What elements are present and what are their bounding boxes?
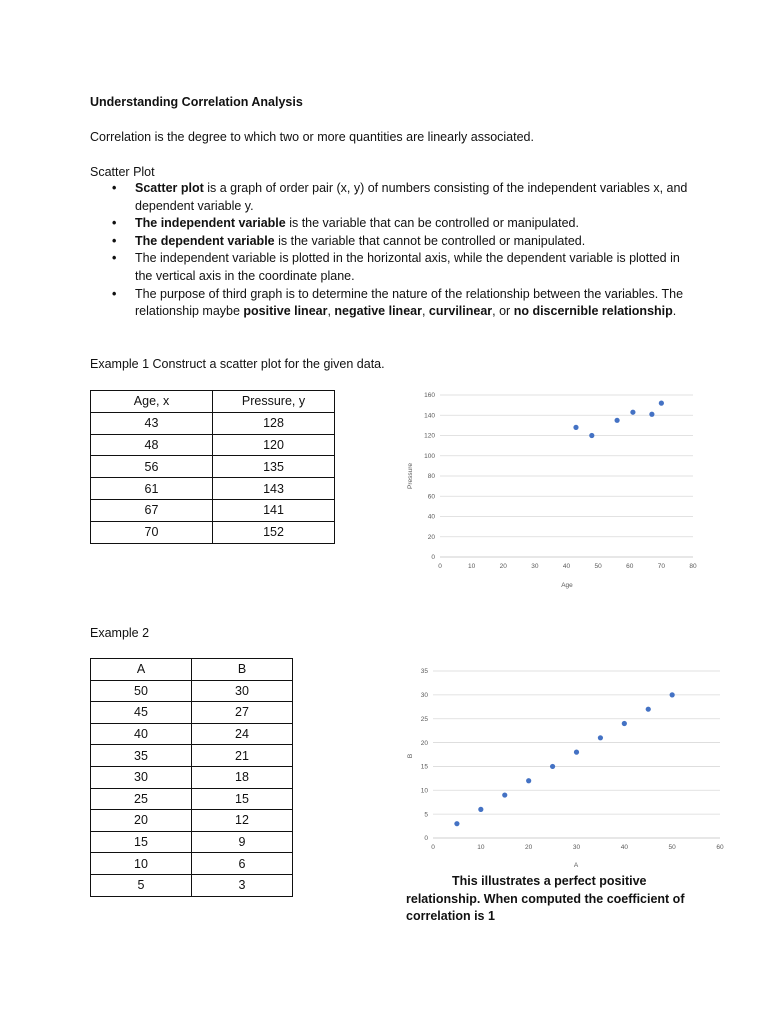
y-tick-label: 30 bbox=[420, 692, 428, 700]
table-row bbox=[91, 723, 293, 745]
data-point bbox=[526, 778, 531, 783]
x-tick-label: 30 bbox=[531, 563, 539, 570]
table-cell: 30 bbox=[91, 766, 192, 788]
table-cell: 20 bbox=[91, 810, 192, 832]
x-tick-label: 0 bbox=[431, 844, 435, 851]
data-point bbox=[670, 692, 675, 697]
x-tick-label: 20 bbox=[525, 844, 533, 851]
data-point bbox=[550, 764, 555, 769]
table-row bbox=[91, 831, 293, 853]
bullet-item: • The independent variable is plotted in the horizontal axis, while the dependent variable is plotted in the vertical axis in the coordinate plane. bbox=[112, 250, 692, 285]
table-cell: 15 bbox=[192, 788, 293, 810]
bullet-item: • Scatter plot is a graph of order pair (x, y) of numbers consisting of the independent variables x, and dependent variable y. bbox=[112, 180, 692, 215]
table-cell: 67 bbox=[91, 499, 213, 521]
y-tick-label: 40 bbox=[427, 513, 435, 521]
table-cell: 21 bbox=[192, 745, 293, 767]
table-row bbox=[91, 745, 293, 767]
scatter-plot-heading: Scatter Plot bbox=[90, 165, 155, 179]
table-cell: 5 bbox=[91, 874, 192, 896]
column-header: Age, x bbox=[91, 391, 213, 413]
data-point bbox=[659, 401, 664, 406]
bullet-item: • The independent variable is the variable that can be controlled or manipulated. bbox=[112, 215, 692, 233]
table-cell: 15 bbox=[91, 831, 192, 853]
y-tick-label: 140 bbox=[424, 412, 435, 420]
table-cell: 27 bbox=[192, 702, 293, 724]
x-tick-label: 80 bbox=[689, 563, 697, 570]
x-tick-label: 30 bbox=[572, 844, 581, 851]
table-row bbox=[91, 456, 335, 478]
y-axis-label: Pressure bbox=[407, 462, 414, 490]
table-cell: 152 bbox=[213, 521, 335, 543]
caption-line: This illustrates a perfect positive bbox=[452, 874, 647, 888]
age-pressure-scatter-chart bbox=[400, 386, 710, 591]
table-cell: 25 bbox=[91, 788, 192, 810]
table-cell: 48 bbox=[91, 434, 213, 456]
table-row bbox=[91, 478, 335, 500]
table-cell: 120 bbox=[213, 434, 335, 456]
x-tick-label: 50 bbox=[594, 563, 602, 570]
table-cell: 45 bbox=[91, 702, 192, 724]
data-point bbox=[630, 410, 635, 415]
x-tick-label: 60 bbox=[716, 844, 724, 851]
table-row bbox=[91, 766, 293, 788]
y-tick-label: 15 bbox=[420, 763, 428, 771]
table-row bbox=[91, 434, 335, 456]
x-tick-label: 50 bbox=[668, 844, 676, 851]
example1-heading: Example 1 Construct a scatter plot for the given data. bbox=[90, 357, 385, 371]
table-cell: 10 bbox=[91, 853, 192, 875]
x-tick-label: 60 bbox=[626, 563, 634, 570]
table-cell: 50 bbox=[91, 680, 192, 702]
data-point bbox=[598, 735, 603, 740]
y-tick-label: 100 bbox=[424, 452, 435, 460]
y-tick-label: 80 bbox=[427, 473, 435, 481]
x-tick-label: 10 bbox=[477, 844, 485, 851]
y-tick-label: 160 bbox=[424, 392, 435, 400]
bullet-item: • The dependent variable is the variable that cannot be controlled or manipulated. bbox=[112, 233, 692, 251]
table-row bbox=[91, 788, 293, 810]
y-tick-label: 35 bbox=[420, 668, 428, 676]
data-point bbox=[454, 821, 459, 826]
scatter-plot-bullets bbox=[112, 180, 692, 321]
y-tick-label: 5 bbox=[424, 811, 428, 819]
table-row bbox=[91, 499, 335, 521]
table-row bbox=[91, 521, 335, 543]
table-row bbox=[91, 810, 293, 832]
table-cell: 40 bbox=[91, 723, 192, 745]
y-tick-label: 10 bbox=[420, 787, 428, 795]
table-cell: 61 bbox=[91, 478, 213, 500]
table-cell: 12 bbox=[192, 810, 293, 832]
caption-line: relationship. When computed the coefficient of correlation is 1 bbox=[406, 891, 685, 923]
page-title: Understanding Correlation Analysis bbox=[90, 95, 303, 109]
column-header: B bbox=[192, 659, 293, 681]
data-point bbox=[502, 792, 507, 797]
table-cell: 9 bbox=[192, 831, 293, 853]
y-tick-label: 20 bbox=[427, 533, 435, 541]
column-header: A bbox=[91, 659, 192, 681]
x-tick-label: 0 bbox=[438, 563, 442, 570]
x-tick-label: 40 bbox=[620, 844, 628, 851]
data-point bbox=[589, 433, 594, 438]
data-point bbox=[646, 707, 651, 712]
data-point bbox=[622, 721, 627, 726]
data-point bbox=[573, 425, 578, 430]
x-axis-label: Age bbox=[561, 582, 573, 589]
a-b-scatter-chart bbox=[400, 664, 725, 872]
table-cell: 70 bbox=[91, 521, 213, 543]
y-axis-label: B bbox=[407, 753, 414, 759]
data-point bbox=[649, 412, 654, 417]
example1-table bbox=[90, 390, 335, 544]
table-cell: 35 bbox=[91, 745, 192, 767]
x-tick-label: 70 bbox=[657, 563, 665, 570]
x-tick-label: 10 bbox=[468, 563, 476, 570]
table-cell: 143 bbox=[213, 478, 335, 500]
table-header-row bbox=[91, 391, 335, 413]
data-point bbox=[574, 750, 579, 755]
table-cell: 18 bbox=[192, 766, 293, 788]
example2-caption bbox=[406, 873, 706, 926]
table-cell: 135 bbox=[213, 456, 335, 478]
table-cell: 56 bbox=[91, 456, 213, 478]
x-tick-label: 20 bbox=[499, 563, 507, 570]
table-cell: 6 bbox=[192, 853, 293, 875]
x-axis-label: A bbox=[573, 862, 579, 869]
table-cell: 3 bbox=[192, 874, 293, 896]
y-tick-label: 120 bbox=[424, 432, 435, 440]
table-cell: 128 bbox=[213, 412, 335, 434]
table-header-row bbox=[91, 659, 293, 681]
table-row bbox=[91, 680, 293, 702]
table-cell: 43 bbox=[91, 412, 213, 434]
y-tick-label: 0 bbox=[431, 554, 435, 562]
data-point bbox=[615, 418, 620, 423]
data-point bbox=[478, 807, 483, 812]
bullet-item: • The purpose of third graph is to determine the nature of the relationship between the variables. The relationship maybe positive linear, negative linear, curvilinear, or no discernible relationship. bbox=[112, 286, 692, 321]
y-tick-label: 0 bbox=[424, 835, 428, 843]
y-tick-label: 25 bbox=[420, 715, 428, 723]
column-header: Pressure, y bbox=[213, 391, 335, 413]
example2-table bbox=[90, 658, 293, 897]
table-row bbox=[91, 702, 293, 724]
table-cell: 30 bbox=[192, 680, 293, 702]
table-row bbox=[91, 412, 335, 434]
table-row bbox=[91, 853, 293, 875]
y-tick-label: 60 bbox=[427, 493, 435, 501]
table-cell: 24 bbox=[192, 723, 293, 745]
x-tick-label: 40 bbox=[562, 563, 571, 570]
y-tick-label: 20 bbox=[420, 739, 428, 747]
table-cell: 141 bbox=[213, 499, 335, 521]
example2-heading: Example 2 bbox=[90, 626, 150, 640]
intro-paragraph: Correlation is the degree to which two or more quantities are linearly associated. bbox=[90, 130, 534, 144]
table-row bbox=[91, 874, 293, 896]
